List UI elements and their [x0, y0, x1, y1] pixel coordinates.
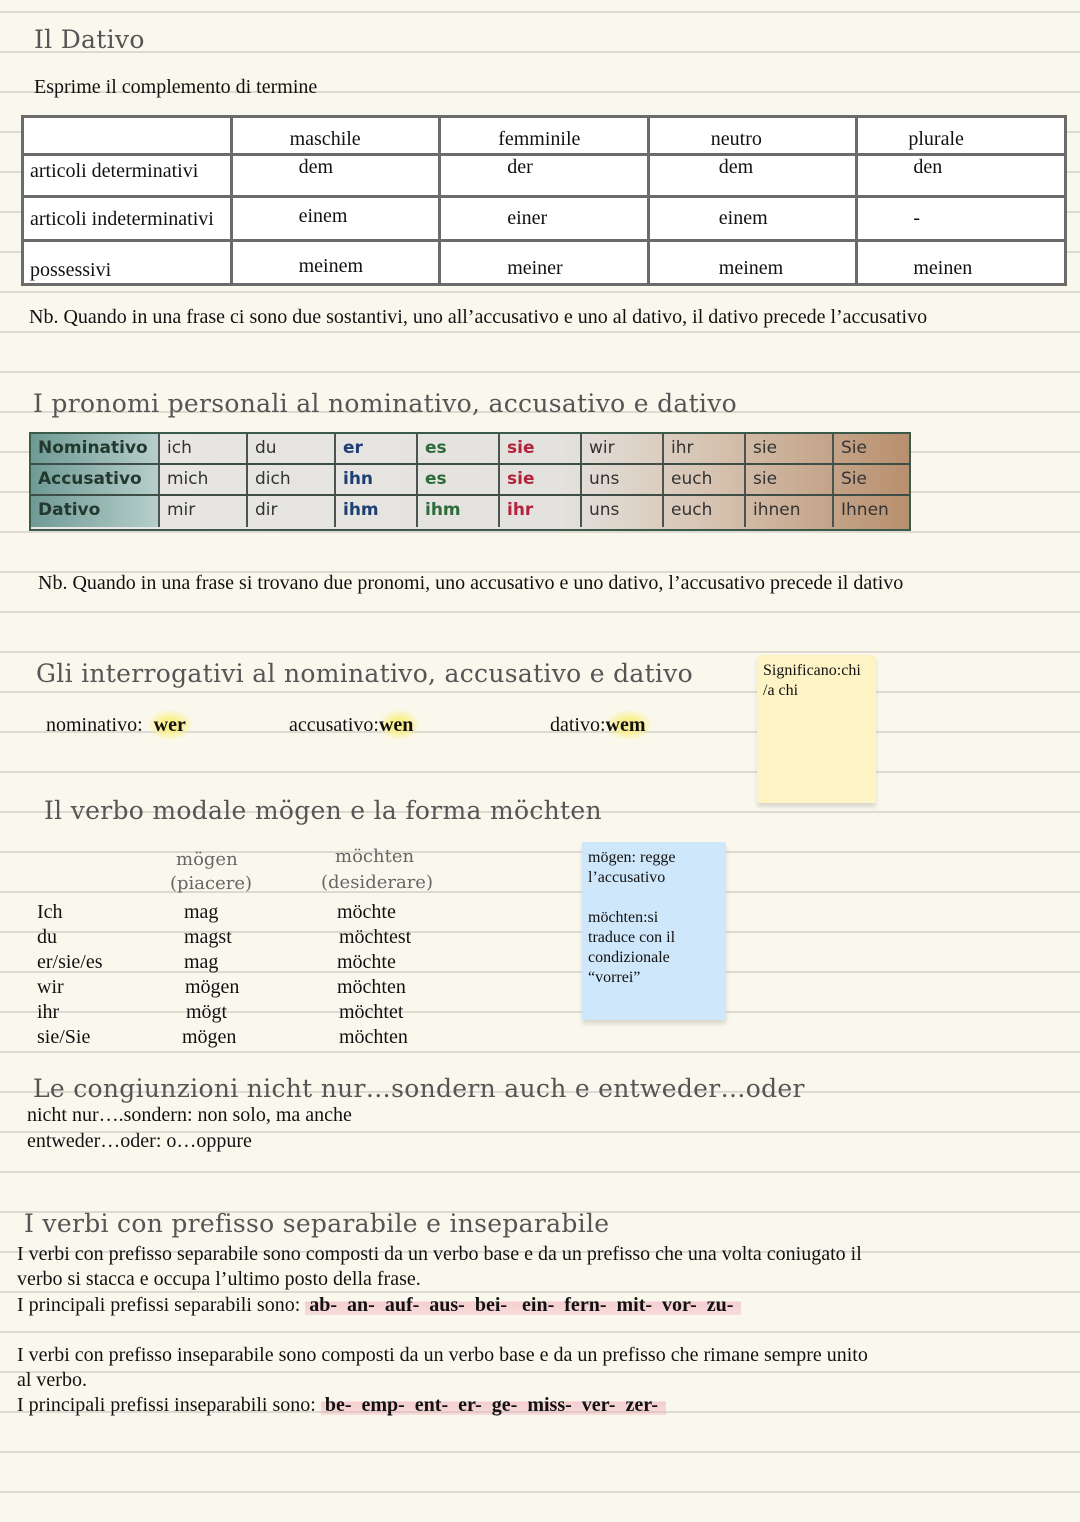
section-title-prefissi: I verbi con prefisso separabile e inseparabile — [24, 1209, 610, 1238]
table-cell: ich — [160, 434, 248, 463]
table-cell: den — [857, 155, 1066, 197]
table-cell: Ihnen — [841, 500, 889, 520]
table-cell: meinem — [648, 241, 857, 285]
section-title-dativo: Il Dativo — [34, 25, 145, 54]
congiunzione-line-2: entweder…oder: o…oppure — [27, 1130, 252, 1152]
inseparabili-list: I principali prefissi inseparabili sono: be- emp- ent- er- ge- miss- ver- zer- — [17, 1394, 666, 1417]
table-cell: euch — [664, 465, 746, 494]
table-header-cell: maschile — [231, 117, 440, 155]
table-cell: ihr — [664, 434, 746, 463]
separabili-text-line-2: verbo si stacca e occupa l’ultimo posto della frase. — [17, 1268, 421, 1290]
row-label: Dativo — [31, 496, 160, 527]
table-cell: Sie — [841, 438, 867, 458]
table-header-row — [23, 117, 1066, 155]
table-header-cell: femminile — [440, 117, 649, 155]
table-cell: Sie — [841, 469, 867, 489]
table-cell: sie — [746, 434, 834, 463]
table-cell: dem — [648, 155, 857, 197]
row-label: articoli indeterminativi — [23, 197, 232, 241]
table-cell: ihnen — [746, 496, 834, 527]
table-cell: einem — [648, 197, 857, 241]
interrogativo-nominativo: nominativo: wer — [46, 714, 192, 737]
column-header-moegen: mögen — [176, 849, 238, 870]
table-cell: er — [336, 434, 418, 463]
table-cell: uns — [582, 496, 664, 527]
table-cell: einem — [231, 197, 440, 241]
pronouns-table — [29, 432, 911, 531]
table-cell: sie — [500, 434, 582, 463]
separabili-list: I principali prefissi separabili sono: ab- an- auf- aus- bei- ein- fern- mit- vor- zu- — [17, 1294, 741, 1317]
table-cell: sie — [500, 465, 582, 494]
table-cell: dir — [248, 496, 336, 527]
row-label: Nominativo — [31, 434, 160, 463]
row-label: Accusativo — [31, 465, 160, 494]
table-header-cell: neutro — [648, 117, 857, 155]
sticky-note-moegen[interactable]: mögen: regge l’accusativo möchten:si traduce con il condizionale “vorrei” — [582, 842, 726, 1020]
table-cell: dich — [248, 465, 336, 494]
table-cell: euch — [664, 496, 746, 527]
row-label: articoli determinativi — [23, 155, 232, 197]
highlighted-prefix-list: be- emp- ent- er- ge- miss- ver- zer- — [321, 1394, 666, 1416]
table-cell: es — [418, 465, 500, 494]
table-row — [23, 197, 1066, 241]
table-cell: uns — [582, 465, 664, 494]
conjugation-pronouns: Ich du er/sie/es wir ihr sie/Sie — [37, 901, 103, 1048]
table-header-cell: plurale — [857, 117, 1066, 155]
table-cell: wir — [582, 434, 664, 463]
section-title-moegen: Il verbo modale mögen e la forma möchten — [44, 796, 602, 825]
inseparabili-text-line-1: I verbi con prefisso inseparabile sono composti da un verbo base e da un prefisso che rimane sempre unito — [17, 1344, 868, 1366]
table-cell: meiner — [440, 241, 649, 285]
table-cell: sie — [746, 465, 834, 494]
table-cell: meinem — [231, 241, 440, 285]
table-cell: du — [248, 434, 336, 463]
congiunzione-line-1: nicht nur….sondern: non solo, ma anche — [27, 1104, 352, 1126]
column-header-moechten: möchten — [335, 846, 415, 867]
table-cell: meinen — [857, 241, 1066, 285]
table-cell: mich — [160, 465, 248, 494]
table-cell: ihm — [336, 496, 418, 527]
dativo-subtitle: Esprime il complemento di termine — [34, 76, 318, 98]
table-row-dativo — [31, 496, 909, 527]
pronomi-note: Nb. Quando in una frase si trovano due pronomi, uno accusativo e uno dativo, l’accusativo precede il dativo — [38, 572, 904, 594]
section-title-interrogativi: Gli interrogativi al nominativo, accusativo e dativo — [36, 659, 694, 688]
sticky-note-interrogativi[interactable]: Significano:chi /a chi — [757, 655, 876, 803]
table-cell: ihr — [500, 496, 582, 527]
highlighted-word: wem — [606, 710, 652, 740]
table-row-nominativo — [31, 434, 909, 465]
highlighted-word: wen — [379, 710, 419, 740]
highlighted-word: wer — [148, 710, 192, 740]
table-cell: - — [857, 197, 1066, 241]
table-row — [23, 241, 1066, 285]
table-cell: dem — [231, 155, 440, 197]
table-cell: der — [440, 155, 649, 197]
table-row-accusativo — [31, 465, 909, 496]
row-label: possessivi — [23, 241, 232, 285]
table-cell: es — [418, 434, 500, 463]
table-cell: einer — [440, 197, 649, 241]
conjugation-moegen: mag magst mag mögen mögt mögen — [182, 901, 240, 1048]
articles-table — [21, 115, 1067, 286]
section-title-congiunzioni: Le congiunzioni nicht nur…sondern auch e entweder…oder — [33, 1074, 805, 1103]
column-meaning-moechten: (desiderare) — [321, 872, 433, 893]
interrogativo-dativo: dativo:wem — [550, 714, 652, 737]
section-title-pronomi: I pronomi personali al nominativo, accusativo e dativo — [33, 389, 737, 418]
interrogativo-accusativo: accusativo:wen — [289, 714, 419, 737]
table-cell: mir — [160, 496, 248, 527]
conjugation-moechten: möchte möchtest möchte möchten möchtet möchten — [337, 901, 412, 1048]
table-row — [23, 155, 1066, 197]
separabili-text-line-1: I verbi con prefisso separabile sono composti da un verbo base e da un prefisso che una volta coniugato il — [17, 1243, 862, 1265]
column-meaning-moegen: (piacere) — [170, 873, 253, 894]
highlighted-prefix-list: ab- an- auf- aus- bei- ein- fern- mit- vor- zu- — [305, 1294, 741, 1316]
table-header-empty — [23, 117, 232, 155]
dativo-note: Nb. Quando in una frase ci sono due sostantivi, uno all’accusativo e uno al dativo, il dativo precede l’accusativo — [29, 306, 928, 328]
table-cell: ihn — [336, 465, 418, 494]
inseparabili-text-line-2: al verbo. — [17, 1369, 87, 1391]
table-cell: ihm — [418, 496, 500, 527]
